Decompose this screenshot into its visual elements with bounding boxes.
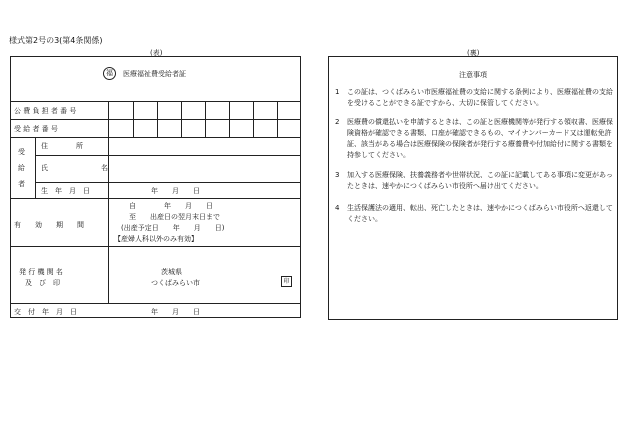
divider [253, 101, 254, 137]
recipient-group-char: 者 [18, 180, 25, 188]
divider [11, 119, 300, 120]
divider [11, 137, 300, 138]
card-title: 医療福祉費受給者証 [123, 70, 186, 78]
issuer-label: 発 行 機 関 名 [19, 268, 63, 276]
name-label-right: 名 [101, 164, 108, 172]
recipient-group-char: 受 [18, 148, 25, 156]
divider [277, 101, 278, 137]
divider [205, 101, 206, 137]
issuer-city: つくばみらい市 [151, 279, 200, 287]
divider [35, 155, 300, 156]
back-card [328, 56, 618, 320]
note-text: 加入する医療保険、扶養義務者や世帯状況、この証に記載してある事項に変更があったときは、速やかにつくばみらい市役所へ届け出てください。 [347, 171, 613, 190]
note-number: 3 [335, 171, 340, 179]
validity-to: 至 出産日の翌月末日まで [129, 213, 220, 221]
recipient-group-char: 給 [18, 164, 25, 172]
form-number: 様式第2号の3(第4条関係) [9, 36, 103, 45]
note-number: 1 [335, 88, 340, 96]
issuer-seal-label: 及 び 印 [25, 279, 60, 287]
name-label-left: 氏 [41, 164, 48, 172]
divider [229, 101, 230, 137]
divider [133, 101, 134, 137]
note-number: 4 [335, 204, 340, 212]
issue-date-label: 交 付 年 月 日 [14, 308, 77, 316]
issuer-prefecture: 茨城県 [161, 268, 182, 276]
note-text: 生活保護法の適用、転出、死亡したときは、速やかにつくばみらい市役所へ返還してください。 [347, 204, 613, 223]
front-side-label: (表) [150, 49, 163, 57]
divider [11, 198, 300, 199]
divider [11, 101, 300, 102]
front-card [10, 56, 301, 318]
birthdate-label: 生 年 月 日 [41, 187, 90, 195]
back-side-label: (裏) [467, 49, 480, 57]
divider [157, 101, 158, 137]
divider [35, 137, 36, 198]
validity-due-date: (出産予定日 年 月 日) [121, 224, 225, 232]
validity-from: 自 年 月 日 [129, 202, 213, 210]
note-number: 2 [335, 118, 340, 126]
birthdate-value: 年 月 日 [151, 187, 200, 195]
note-item [335, 87, 613, 109]
divider [181, 101, 182, 137]
seal-stamp-icon: 印 [281, 276, 292, 287]
welfare-seal-icon: 福 [103, 67, 116, 80]
divider [11, 303, 300, 304]
recipient-number-label: 受 給 者 番 号 [14, 125, 58, 133]
validity-note: 【産婦人科以外のみ有効】 [114, 235, 198, 243]
notes-heading: 注意事項 [459, 71, 487, 79]
issue-date-value: 年 月 日 [151, 308, 200, 316]
note-item [335, 203, 613, 225]
payer-number-label: 公 費 負 担 者 番 号 [14, 107, 77, 115]
divider [108, 101, 109, 303]
address-label: 住 所 [41, 142, 83, 150]
note-item [335, 117, 613, 161]
note-item [335, 170, 613, 192]
divider [11, 246, 300, 247]
note-text: この証は、つくばみらい市医療福祉費の支給に関する条例により、医療福祉費の支給を受けることができる証ですから、大切に保管してください。 [347, 88, 613, 107]
validity-label: 有 効 期 間 [14, 221, 84, 229]
divider [35, 182, 300, 183]
note-text: 医療費の償還払いを申請するときは、この証と医療機関等が発行する領収書、医療保険資格が確認できる書類、口座が確認できるもの、マイナンバーカード又は運転免許証、該当がある場合は医療保険の保険者が発行する療養費や付加給付に関する書類を持参してください。 [347, 118, 613, 159]
